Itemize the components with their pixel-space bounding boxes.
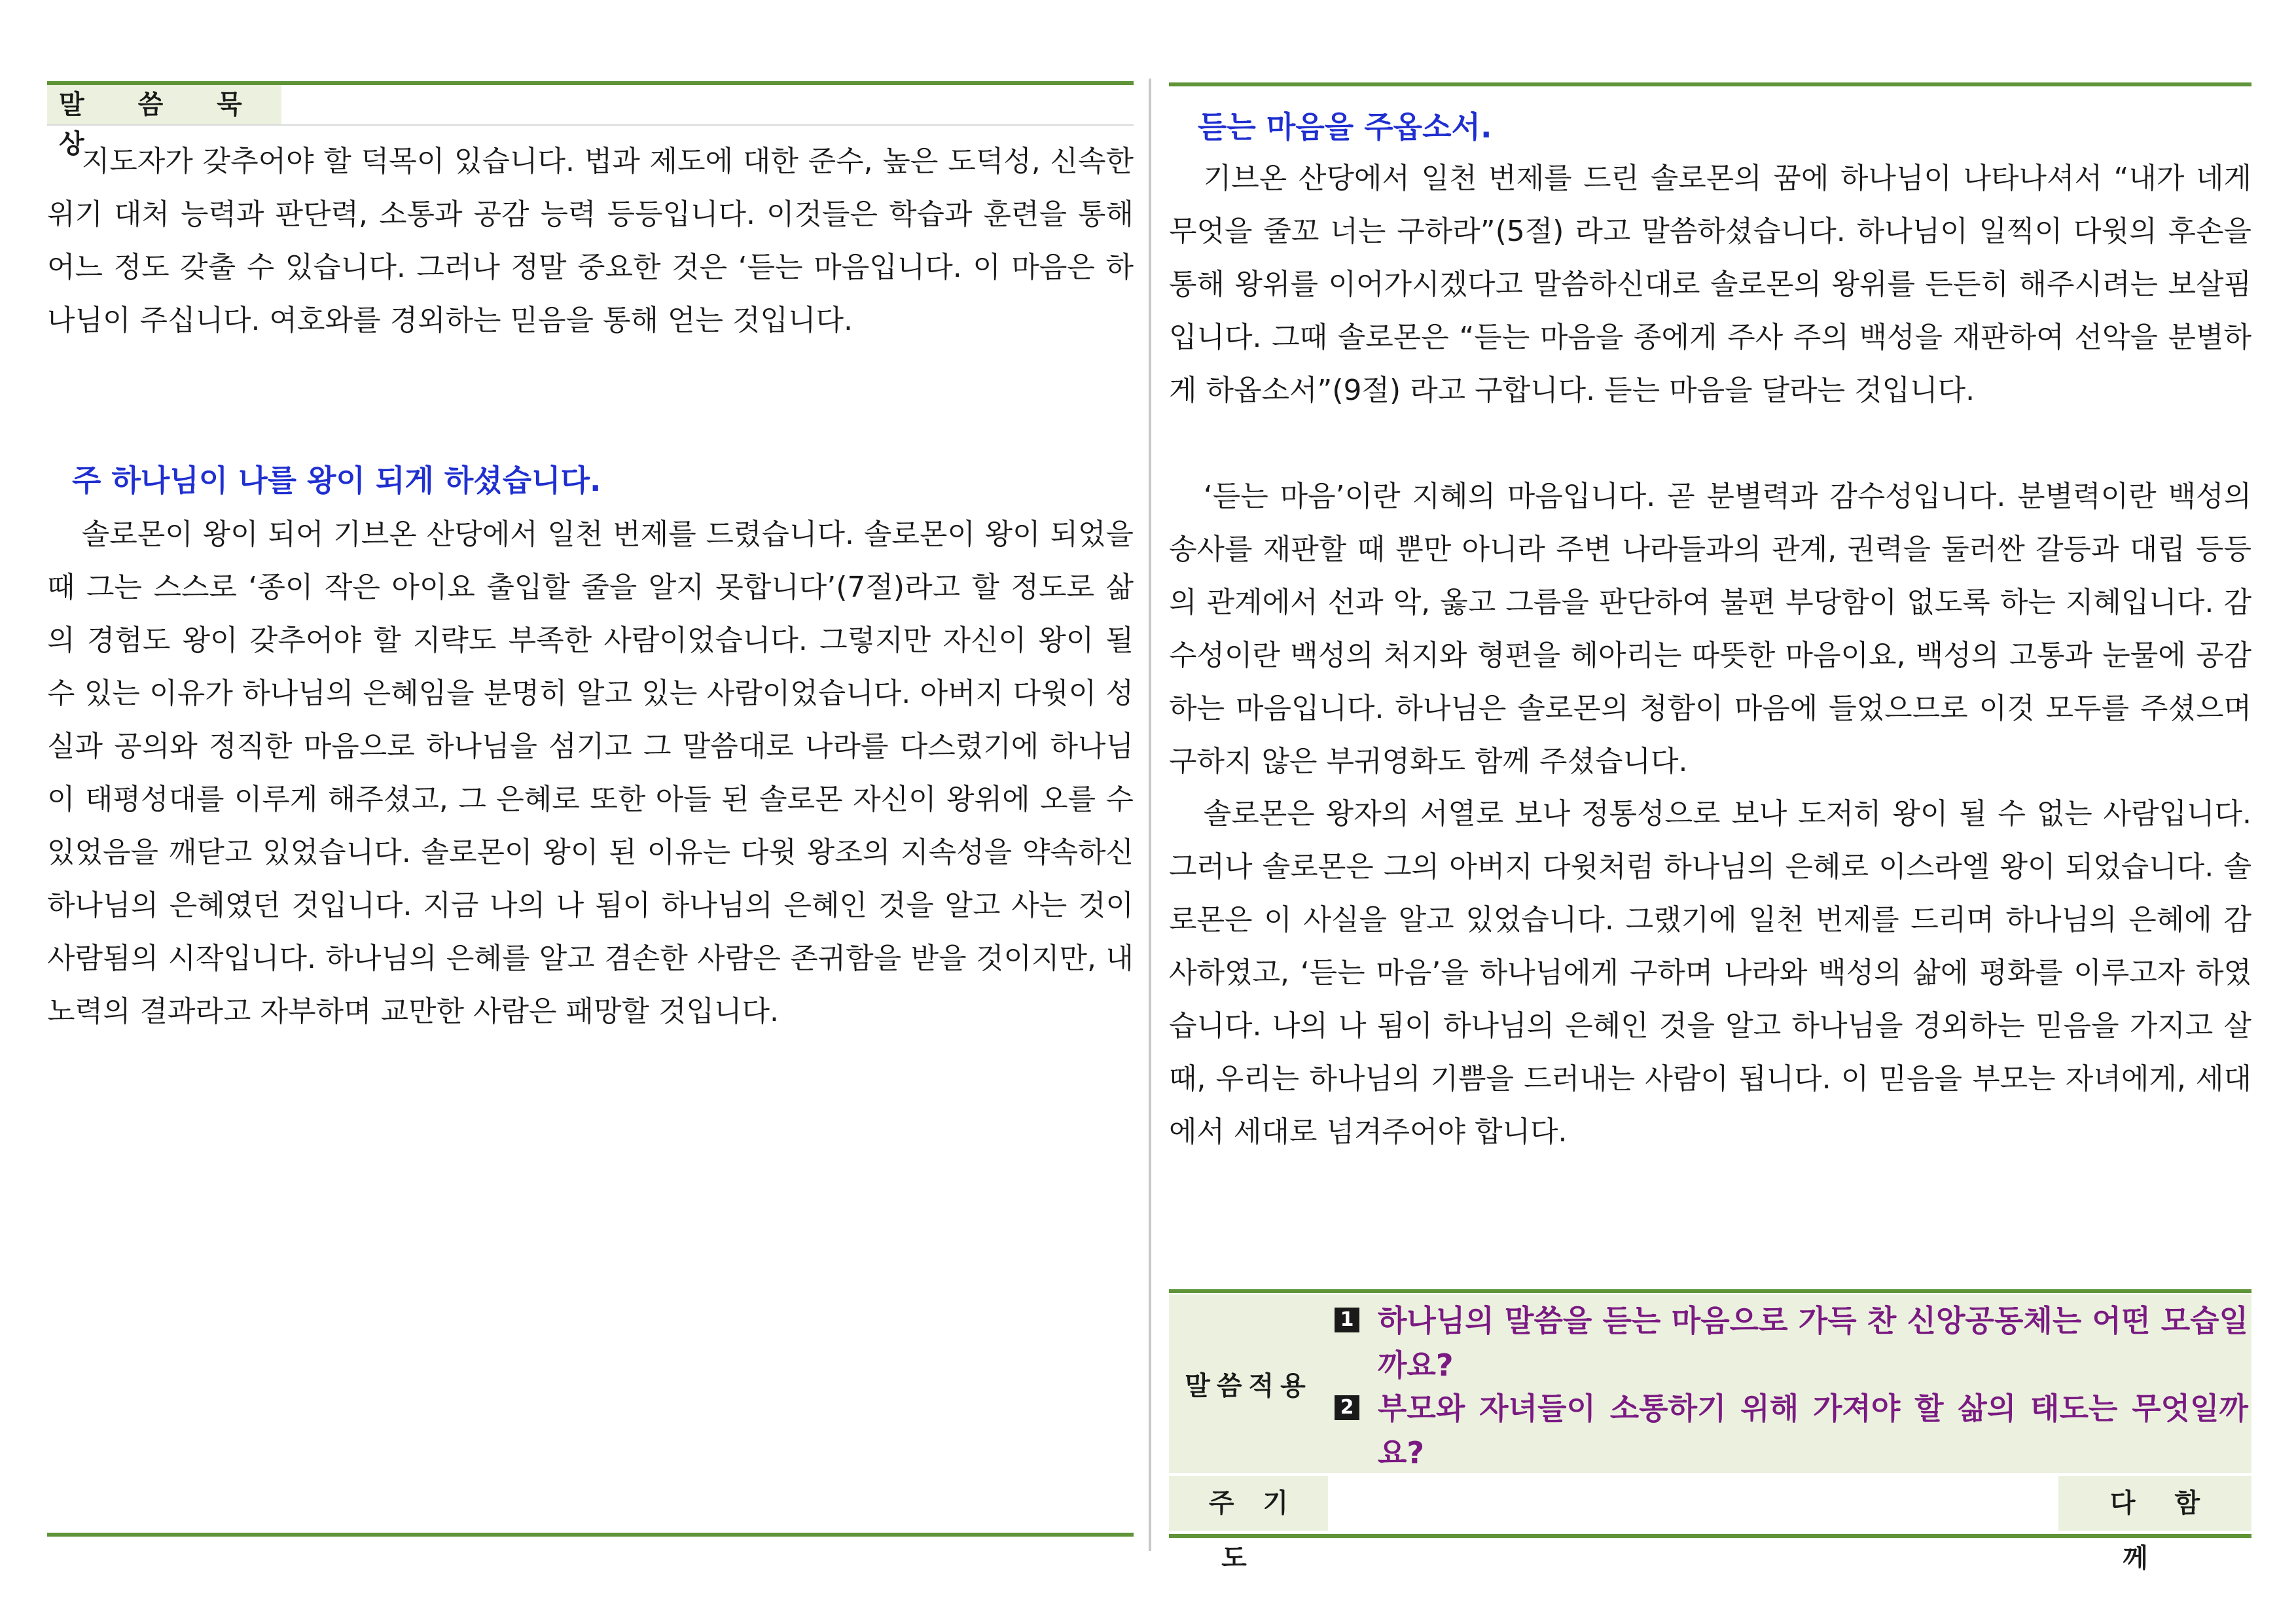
question-text-1: 하나님의 말씀을 듣는 마음으로 가득 찬 신앙공동체는 어떤 모습일까요? (1378, 1303, 2248, 1383)
table-top-rule (1169, 1289, 2251, 1293)
together-label: 다함께 (2058, 1476, 2251, 1531)
paragraph-2: ‘듣는 마음’이란 지혜의 마음입니다. 곧 분별력과 감수성입니다. 분별력이란 백성의 송사를 재판할 때 뿐만 아니라 주변 나라들과의 관계, 권력을 둘러싼 갈등과 대립 등등의 관계에서 선과 악, 옳고 그름을 판단하여 불편 부당함이 없도록 하는 지혜입니다. 감수성이란 백성의 처지와 형편을 헤아리는 따뜻한 마음이요, 백성의 고통과 눈물에 공감하는 마음입니다. 하나님은 솔로몬의 청함이 마음에 들었으므로 이것 모두를 주셨으며 구하지 않은 부귀영화도 함께 주셨습니다. (1169, 480, 2252, 778)
intro-paragraph: 지도자가 갖추어야 할 덕목이 있습니다. 법과 제도에 대한 준수, 높은 도덕성, 신속한 위기 대처 능력과 판단력, 소통과 공감 능력 등등입니다. 이것들은 학습과 훈련을 통해 어느 정도 갖출 수 있습니다. 그러나 정말 중요한 것은 ‘듣는 마음입니다. 이 마음은 하나님이 주십니다. 여호와를 경외하는 믿음을 통해 얻는 것입니다. (47, 145, 1134, 337)
paragraph-1: 기브온 산당에서 일천 번제를 드린 솔로몬의 꿈에 하나님이 나타나셔서 “내가 네게 무엇을 줄꼬 너는 구하라”(5절) 라고 말씀하셨습니다. 하나님이 일찍이 다윗의 후손을 통해 왕위를 이어가시겠다고 말씀하신대로 솔로몬의 왕위를 든든히 해주시려는 보살핌입니다. 그때 솔로몬은 “듣는 마음을 종에게 주사 주의 백성을 재판하여 선악을 분별하게 하옵소서”(9절) 라고 구합니다. 듣는 마음을 달라는 것입니다. (1169, 162, 2251, 407)
body-paragraph: 솔로몬이 왕이 되어 기브온 산당에서 일천 번제를 드렸습니다. 솔로몬이 왕이 되었을 때 그는 스스로 ‘종이 작은 아이요 출입할 줄을 알지 못합니다’(7절)라고 할 정도로 삶의 경험도 왕이 갖추어야 할 지략도 부족한 사람이었습니다. 그렇지만 자신이 왕이 될 수 있는 이유가 하나님의 은혜임을 분명히 알고 있는 사람이었습니다. 아버지 다윗이 성실과 공의와 정직한 마음으로 하나님을 섬기고 그 말씀대로 나라를 다스렸기에 하나님이 태평성대를 이루게 해주셨고, 그 은혜로 또한 아들 된 솔로몬 자신이 왕위에 오를 수 있었음을 깨닫고 있었습니다. 솔로몬이 왕이 된 이유는 다윗 왕조의 지속성을 약속하신 하나님의 은혜였던 것입니다. 지금 나의 나 됨이 하나님의 은혜인 것을 알고 사는 것이 사람됨의 시작입니다. 하나님의 은혜를 알고 겸손한 사람은 존귀함을 받을 것이지만, 내 노력의 결과라고 자부하며 교만한 사람은 패망할 것입니다. (47, 518, 1134, 1028)
question-text-2: 부모와 자녀들이 소통하기 위해 가져야 할 삶의 태도는 무엇일까요? (1378, 1391, 2248, 1471)
prayer-field (1331, 1476, 2056, 1531)
paragraph-3: 솔로몬은 왕자의 서열로 보나 정통성으로 보나 도저히 왕이 될 수 없는 사람입니다. 그러나 솔로몬은 그의 아버지 다윗처럼 하나님의 은혜로 이스라엘 왕이 되었습니다. 솔로몬은 이 사실을 알고 있었습니다. 그랬기에 일천 번제를 드리며 하나님의 은혜에 감사하였고, ‘듣는 마음’을 하나님에게 구하며 나라와 백성의 삶에 평화를 이루고자 하였습니다. 나의 나 됨이 하나님의 은혜인 것을 알고 하나님을 경외하는 믿음을 가지고 살 때, 우리는 하나님의 기쁨을 드러내는 사람이 됩니다. 이 믿음을 부모는 자녀에게, 세대에서 세대로 넘겨주어야 합니다. (1169, 797, 2251, 1149)
question-number-2: 2 (1335, 1395, 1359, 1420)
prayer-row (1169, 1476, 2251, 1573)
column-divider (1149, 79, 1151, 1551)
bottom-rule (47, 1533, 1134, 1537)
question-number-1: 1 (1335, 1308, 1359, 1332)
application-label: 말씀적용 (1185, 1371, 1312, 1401)
prayer-label: 주기도 (1169, 1476, 1328, 1531)
section-label: 말 씀 묵 상 (47, 85, 281, 124)
section-heading: 주 하나님이 나를 왕이 되게 하셨습니다. (72, 463, 601, 498)
section-heading: 듣는 마음을 주옵소서. (1198, 109, 1492, 145)
application-questions (1328, 1294, 2251, 1473)
application-row (1169, 1294, 2251, 1473)
bottom-rule (1169, 1534, 2251, 1538)
top-rule (1169, 82, 2251, 86)
section-label-bar (47, 85, 1134, 159)
